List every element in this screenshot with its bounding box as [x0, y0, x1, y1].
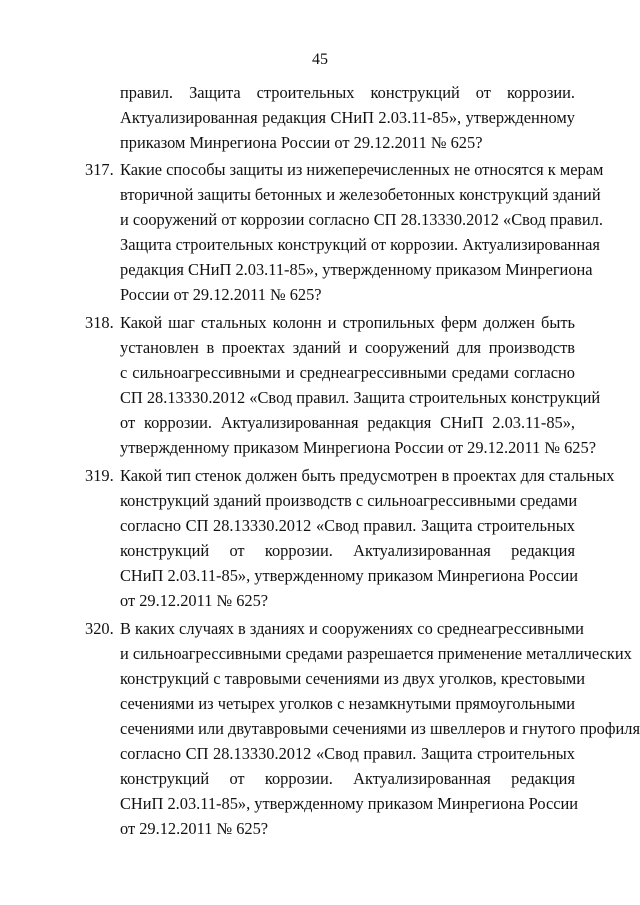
text-line: от коррозии. Актуализированная редакция СНиП 2.03.11-85», — [120, 413, 575, 432]
text-line: правил. Защита строительных конструкций от коррозии. — [120, 83, 575, 102]
text-line: от 29.12.2011 № 625? — [120, 819, 269, 838]
text-line: и сильноагрессивными средами разрешается применение металлических — [120, 644, 632, 663]
question-item — [85, 463, 615, 613]
text-line: В каких случаях в зданиях и сооружениях со среднеагрессивными — [120, 619, 584, 638]
continued-paragraph — [120, 80, 575, 155]
text-line: установлен в проектах зданий и сооружений для производств — [120, 338, 575, 357]
question-item — [85, 310, 601, 460]
text-line: согласно СП 28.13330.2012 «Свод правил. Защита строительных — [120, 744, 575, 763]
text-line: СНиП 2.03.11-85», утвержденному приказом Минрегиона России — [120, 566, 579, 585]
text-line: редакция СНиП 2.03.11-85», утвержденному приказом Минрегиона — [120, 260, 593, 279]
text-line: конструкций от коррозии. Актуализированная редакция — [120, 769, 575, 788]
question-number: 320. — [85, 619, 114, 638]
question-number: 318. — [85, 313, 114, 332]
question-number: 317. — [85, 160, 114, 179]
text-line: вторичной защиты бетонных и железобетонных конструкций зданий — [120, 185, 601, 204]
text-line: Какой тип стенок должен быть предусмотрен в проектах для стальных — [120, 466, 615, 485]
text-line: конструкций от коррозии. Актуализированная редакция — [120, 541, 575, 560]
text-line: Защита строительных конструкций от коррозии. Актуализированная — [120, 235, 600, 254]
text-line: Какой шаг стальных колонн и стропильных ферм должен быть — [120, 313, 575, 332]
page-number: 45 — [312, 51, 328, 68]
question-item — [85, 616, 640, 841]
text-line: СНиП 2.03.11-85», утвержденному приказом Минрегиона России — [120, 794, 579, 813]
text-line: сечениями или двутавровыми сечениями из швеллеров и гнутого профиля — [120, 719, 640, 738]
text-line: согласно СП 28.13330.2012 «Свод правил. Защита строительных — [120, 516, 575, 535]
text-line: Какие способы защиты из нижеперечисленных не относятся к мерам — [120, 160, 604, 179]
text-line: конструкций зданий производств с сильноагрессивными средами — [120, 491, 578, 510]
text-line: от 29.12.2011 № 625? — [120, 591, 269, 610]
question-number: 319. — [85, 466, 114, 485]
text-line: и сооружений от коррозии согласно СП 28.13330.2012 «Свод правил. — [120, 210, 603, 229]
text-line: утвержденному приказом Минрегиона России от 29.12.2011 № 625? — [120, 438, 596, 457]
question-item — [85, 157, 604, 307]
text-line: приказом Минрегиона России от 29.12.2011 № 625? — [120, 133, 483, 152]
text-line: СП 28.13330.2012 «Свод правил. Защита строительных конструкций — [120, 388, 601, 407]
text-line: конструкций с тавровыми сечениями из двух уголков, крестовыми — [120, 669, 586, 688]
text-line: с сильноагрессивными и среднеагрессивными средами согласно — [120, 363, 575, 382]
text-line: России от 29.12.2011 № 625? — [120, 285, 322, 304]
text-line: сечениями из четырех уголков с незамкнутыми прямоугольными — [120, 694, 575, 713]
text-line: Актуализированная редакция СНиП 2.03.11-85», утвержденному — [120, 108, 575, 127]
